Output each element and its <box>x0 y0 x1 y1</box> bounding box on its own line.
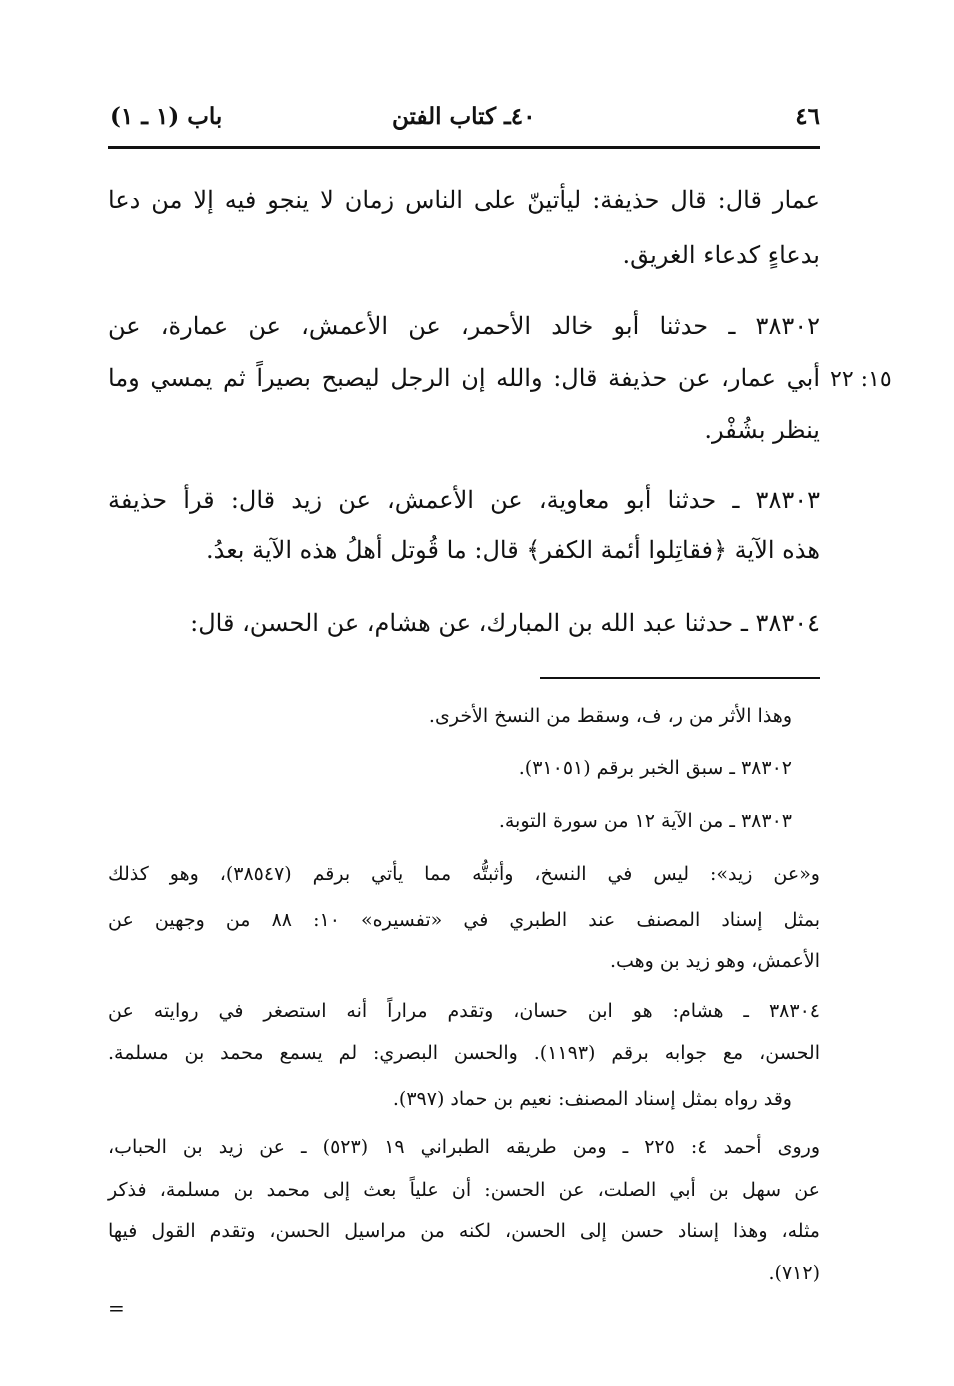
footnote-line: و«عن زيد»: ليس في النسخ، وأثبتُّه مما يأتي برقم (٣٨٥٤٧)، وهو كذلك <box>108 863 820 885</box>
body-line: عمار قال: قال حذيفة: ليأتينّ على الناس زمان لا ينجو فيه إلا من دعا <box>108 186 820 214</box>
page-number: ٤٦ <box>795 103 820 130</box>
footnote-line: وروى أحمد ٤: ٢٢٥ ـ ومن طريقه الطبراني ١٩ (٥٢٣) ـ عن زيد بن الحباب، <box>108 1136 820 1158</box>
chapter-label: باب (١ ـ ١) <box>110 103 223 130</box>
continuation-mark: = <box>108 1296 125 1320</box>
body-line: ٣٨٣٠٢ ـ حدثنا أبو خالد الأحمر، عن الأعمش، عن عمارة، عن <box>108 312 820 340</box>
footnote-line: مثله، وهذا إسناد حسن إلى الحسن، لكنه من مراسيل الحسن، وتقدم القول فيها <box>108 1220 820 1242</box>
footnote-line: وقد رواه بمثل إسناد المصنف: نعيم بن حماد (٣٩٧). <box>392 1088 792 1110</box>
header-rule <box>108 146 820 149</box>
footnote-line: ٣٨٣٠٣ ـ من الآية ١٢ من سورة التوبة. <box>498 810 792 832</box>
footnote-line: ٣٨٣٠٢ ـ سبق الخبر برقم (٣١٠٥١). <box>518 757 792 779</box>
body-line: أبي عمار، عن حذيفة قال: والله إن الرجل ليصبح بصيراً ثم يمسي وما <box>108 364 820 392</box>
footnote-line: الحسن، مع جوابه برقم (١١٩٣). والحسن البصري: لم يسمع محمد بن مسلمة. <box>108 1042 820 1064</box>
margin-reference: ١٥: ٢٢ <box>830 367 892 392</box>
body-line: هذه الآية ﴿فقاتِلوا أئمة الكفر﴾ قال: ما قُوتل أهلُ هذه الآية بعدُ. <box>205 536 820 564</box>
footnote-line: ٣٨٣٠٤ ـ هشام: هو ابن حسان، وتقدم مراراً أنه استصغر في روايته عن <box>108 1000 820 1022</box>
footnote-line: بمثل إسناد المصنف عند الطبري في «تفسيره» ١٠: ٨٨ من وجهين عن <box>108 909 820 931</box>
body-line: ٣٨٣٠٣ ـ حدثنا أبو معاوية، عن الأعمش، عن زيد قال: قرأ حذيفة <box>108 486 820 514</box>
footnote-line: وهذا الأثر من ر، ف، وسقط من النسخ الأخرى. <box>428 705 792 727</box>
footnote-line: الأعمش، وهو زيد بن وهب. <box>609 950 820 972</box>
body-line: بدعاءٍ كدعاء الغريق. <box>622 241 820 269</box>
book-title: ٤٠ـ كتاب الفتن <box>392 103 536 130</box>
body-line: ينظر بشُفْر. <box>704 416 820 444</box>
body-line: ٣٨٣٠٤ ـ حدثنا عبد الله بن المبارك، عن هشام، عن الحسن، قال: <box>190 609 820 637</box>
footnote-line: عن سهل بن أبي الصلت، عن الحسن: أن علياً بعث إلى محمد بن مسلمة، فذكر <box>108 1179 820 1201</box>
footnote-line: (٧١٢). <box>768 1262 820 1284</box>
footnote-rule <box>540 677 820 679</box>
